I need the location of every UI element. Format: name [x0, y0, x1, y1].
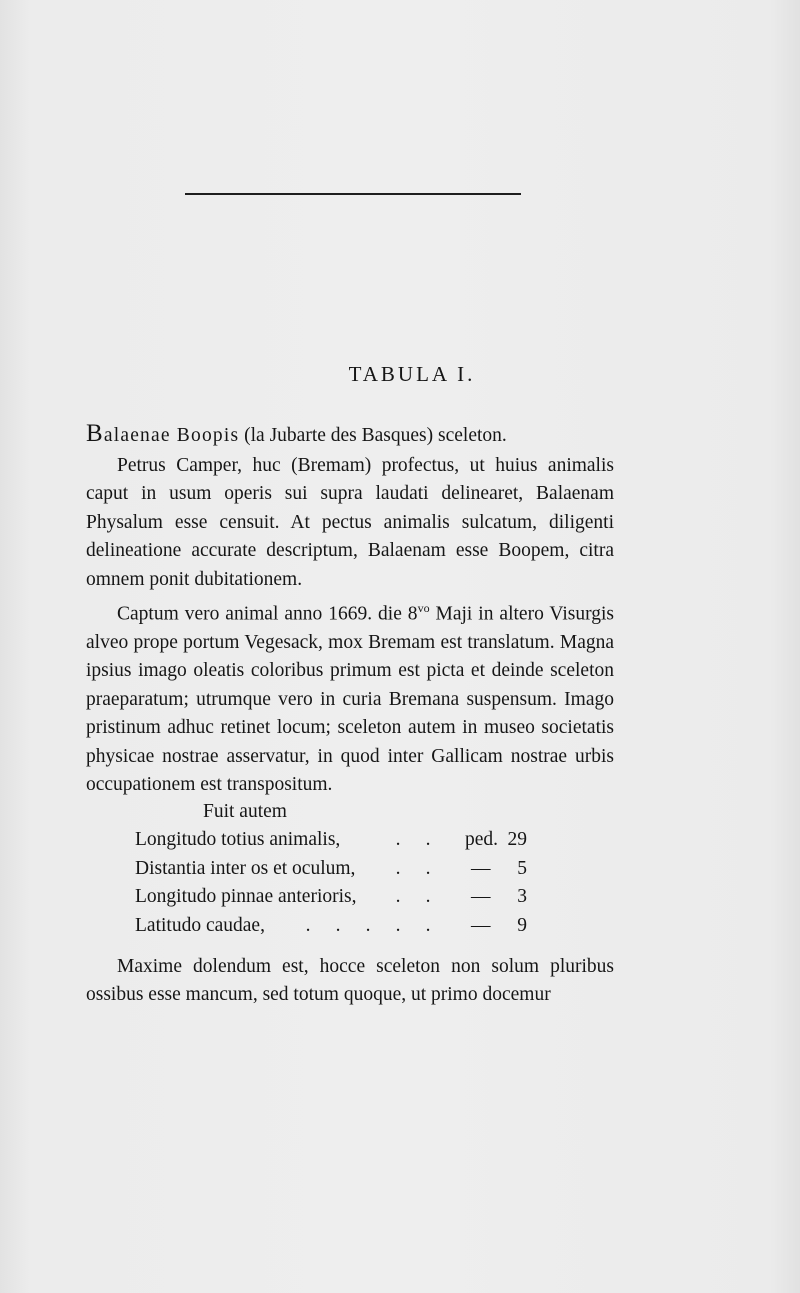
paragraph-camper: Petrus Camper, huc (Bremam) profectus, ut huius animalis caput in usum operis sui supra laudati delinearet, Balaenam Physalum esse censuit. At pectus animalis sulcatum, diligenti delineatione accurate descriptum, Balaenam esse Boopem, citra omnem ponit dubitationem.: [86, 455, 614, 590]
measurement-value: 5: [517, 857, 527, 879]
heading-rest: (la Jubarte des Basques) sceleton.: [239, 425, 507, 446]
leader-dots: . .: [395, 857, 431, 879]
measurement-value: 29: [507, 829, 527, 850]
measurement-unit: —: [471, 857, 491, 879]
plate-heading: [86, 420, 614, 450]
measurement-row: [135, 858, 535, 887]
measurement-label: Distantia inter os et oculum,: [135, 857, 356, 879]
fuit-autem-label: Fuit autem: [203, 801, 287, 822]
measurement-row: [135, 829, 535, 858]
leader-dots: . .: [395, 886, 431, 907]
measurement-label: Latitudo caudae,: [135, 914, 265, 936]
measurement-value: 9: [517, 914, 527, 936]
measurements-list: [135, 829, 535, 943]
paragraph-captum-end: Maji in altero Visurgis alveo prope portum Vegesack, mox Bremam est translatum. Magna ipsius imago oleatis coloribus primum est picta et deinde sceleton praeparatum; utrumque vero in curia Bremana suspensum. Imago pristinum adhuc retinet locum; sceleton autem in museo societatis physicae nostrae asservatur, in quod inter Gallicam nostrae urbis occupationem est transpositum.: [86, 603, 614, 795]
paragraph-captum-start: Captum vero animal anno 1669. die 8: [117, 603, 418, 625]
measurement-label: Longitudo totius animalis,: [135, 829, 341, 850]
measurement-unit: —: [471, 914, 491, 936]
measurement-unit: —: [471, 886, 491, 907]
measurement-row: [135, 886, 535, 915]
species-name: [86, 420, 240, 447]
ordinal-superscript: vo: [417, 601, 430, 615]
measurement-label: Longitudo pinnae anterioris,: [135, 886, 357, 907]
leader-dots: . . . . .: [305, 914, 431, 936]
measurement-row: [135, 915, 535, 944]
paragraph-maxime: Maxime dolendum est, hocce sceleton non solum pluribus ossibus esse mancum, sed totum quoque, ut primo docemur: [86, 956, 614, 1006]
leader-dots: . .: [395, 829, 431, 850]
plate-title: TABULA I.: [348, 362, 476, 386]
measurement-unit: ped.: [465, 829, 499, 850]
species-name-rest: alaenae Boopis: [103, 425, 240, 446]
species-initial: B: [86, 420, 104, 447]
paragraph-captum: [86, 594, 614, 799]
measurement-value: 3: [517, 886, 527, 907]
horizontal-rule: [185, 193, 521, 195]
